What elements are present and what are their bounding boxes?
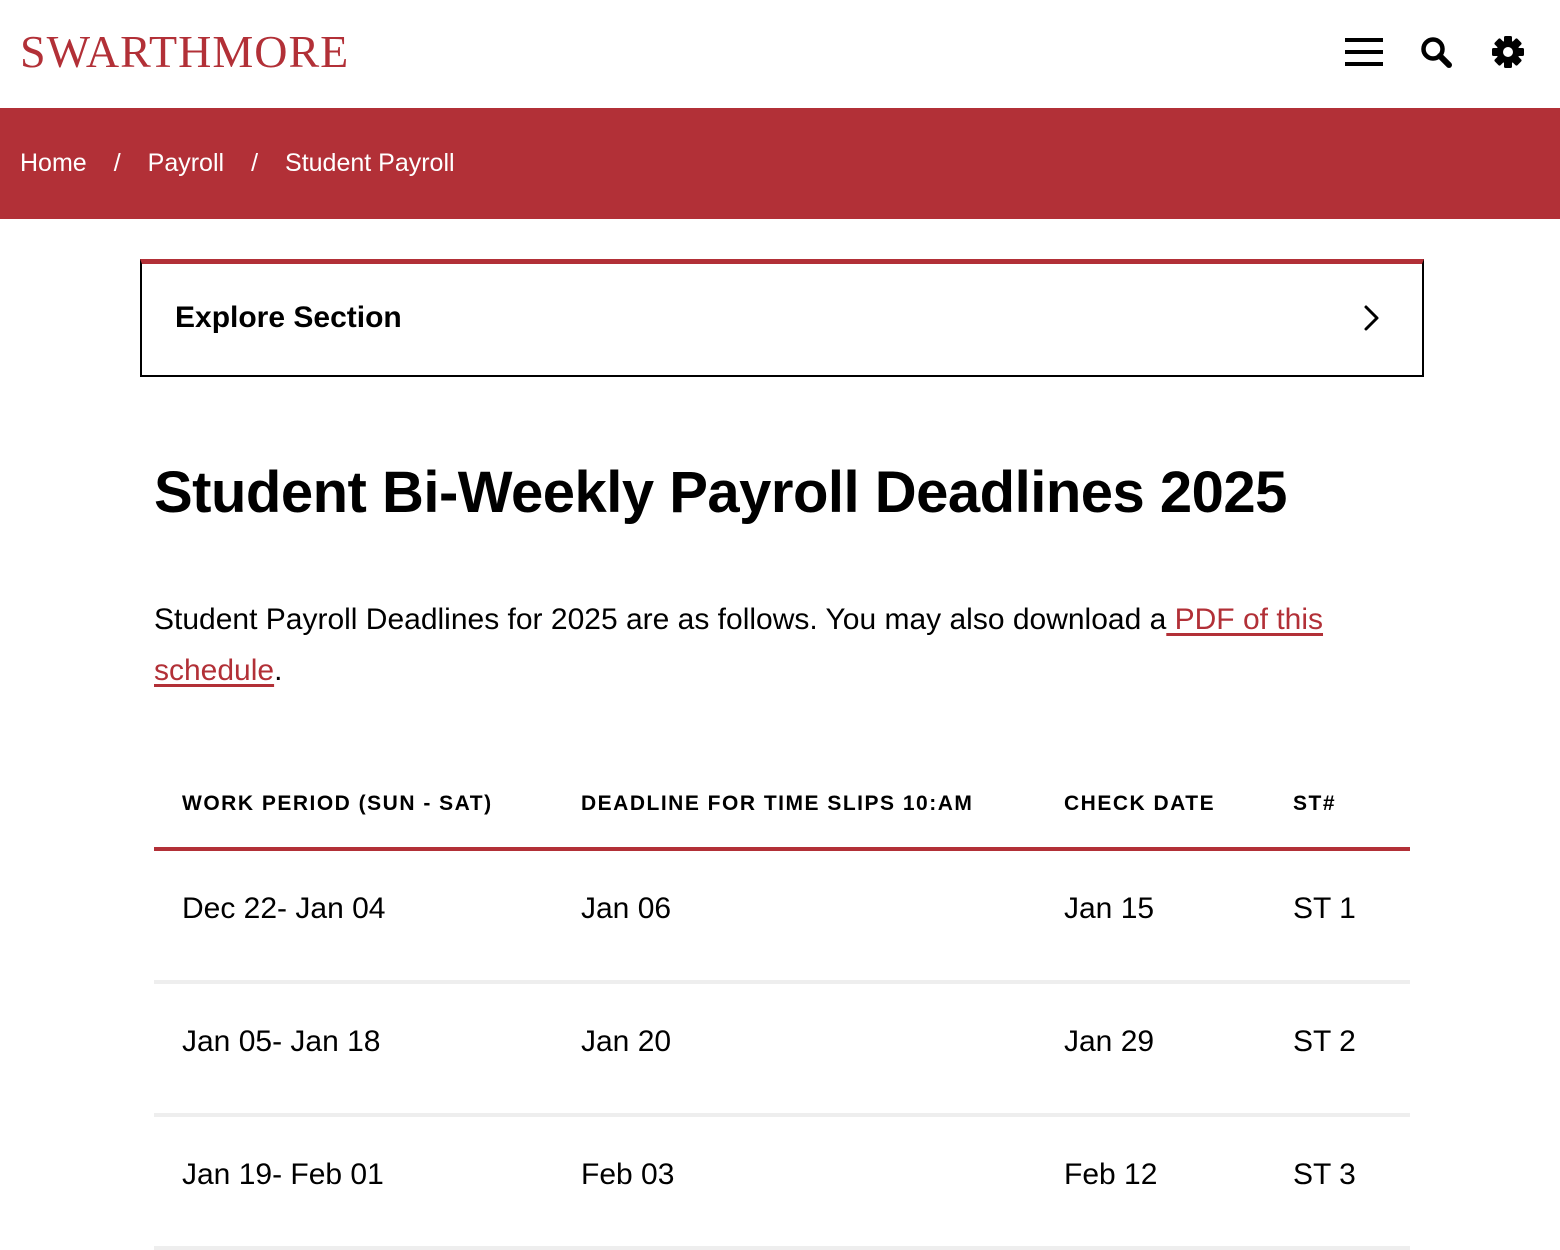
header-check-date: CHECK DATE <box>1064 792 1216 815</box>
cell-work-period: Dec 22- Jan 04 <box>182 892 386 925</box>
breadcrumb-payroll[interactable]: Payroll <box>147 149 225 177</box>
search-icon[interactable] <box>1414 30 1458 74</box>
cell-deadline: Jan 20 <box>581 1025 672 1058</box>
cell-deadline: Feb 03 <box>581 1158 675 1191</box>
intro-paragraph <box>154 594 1384 696</box>
header-deadline: DEADLINE FOR TIME SLIPS 10:AM <box>581 792 974 815</box>
breadcrumb-home[interactable]: Home <box>20 149 87 177</box>
header-st-number: ST# <box>1293 792 1337 815</box>
breadcrumb <box>20 108 455 219</box>
cell-st-number: ST 3 <box>1293 1158 1356 1191</box>
explore-section-label: Explore Section <box>175 301 402 334</box>
intro-text: Student Payroll Deadlines for 2025 are as follows. You may also download a <box>154 603 1167 636</box>
table-row <box>154 1117 1410 1250</box>
table-row <box>154 984 1410 1117</box>
pdf-schedule-link[interactable]: PDF of this schedule <box>154 603 1324 687</box>
header-work-period: WORK PERIOD (SUN - SAT) <box>182 792 493 815</box>
cell-work-period: Jan 19- Feb 01 <box>182 1158 384 1191</box>
site-header <box>0 0 1560 108</box>
cell-st-number: ST 1 <box>1293 892 1356 925</box>
breadcrumb-student-payroll[interactable]: Student Payroll <box>285 149 455 177</box>
breadcrumb-separator: / <box>251 149 259 177</box>
table-header <box>154 760 1410 851</box>
cell-check-date: Jan 15 <box>1064 892 1155 925</box>
explore-section-button[interactable] <box>140 259 1424 377</box>
chevron-right-icon <box>1360 304 1384 332</box>
cell-work-period: Jan 05- Jan 18 <box>182 1025 381 1058</box>
cell-deadline: Jan 06 <box>581 892 672 925</box>
menu-icon[interactable] <box>1342 30 1386 74</box>
gear-icon[interactable] <box>1486 30 1530 74</box>
payroll-deadlines-table <box>154 760 1410 1250</box>
table-row <box>154 851 1410 984</box>
cell-check-date: Feb 12 <box>1064 1158 1158 1191</box>
site-logo[interactable]: SWARTHMORE <box>20 26 350 77</box>
cell-check-date: Jan 29 <box>1064 1025 1155 1058</box>
cell-st-number: ST 2 <box>1293 1025 1356 1058</box>
page-title: Student Bi-Weekly Payroll Deadlines 2025 <box>154 460 1287 525</box>
breadcrumb-bar <box>0 108 1560 219</box>
intro-period: . <box>274 654 283 687</box>
breadcrumb-separator: / <box>113 149 121 177</box>
